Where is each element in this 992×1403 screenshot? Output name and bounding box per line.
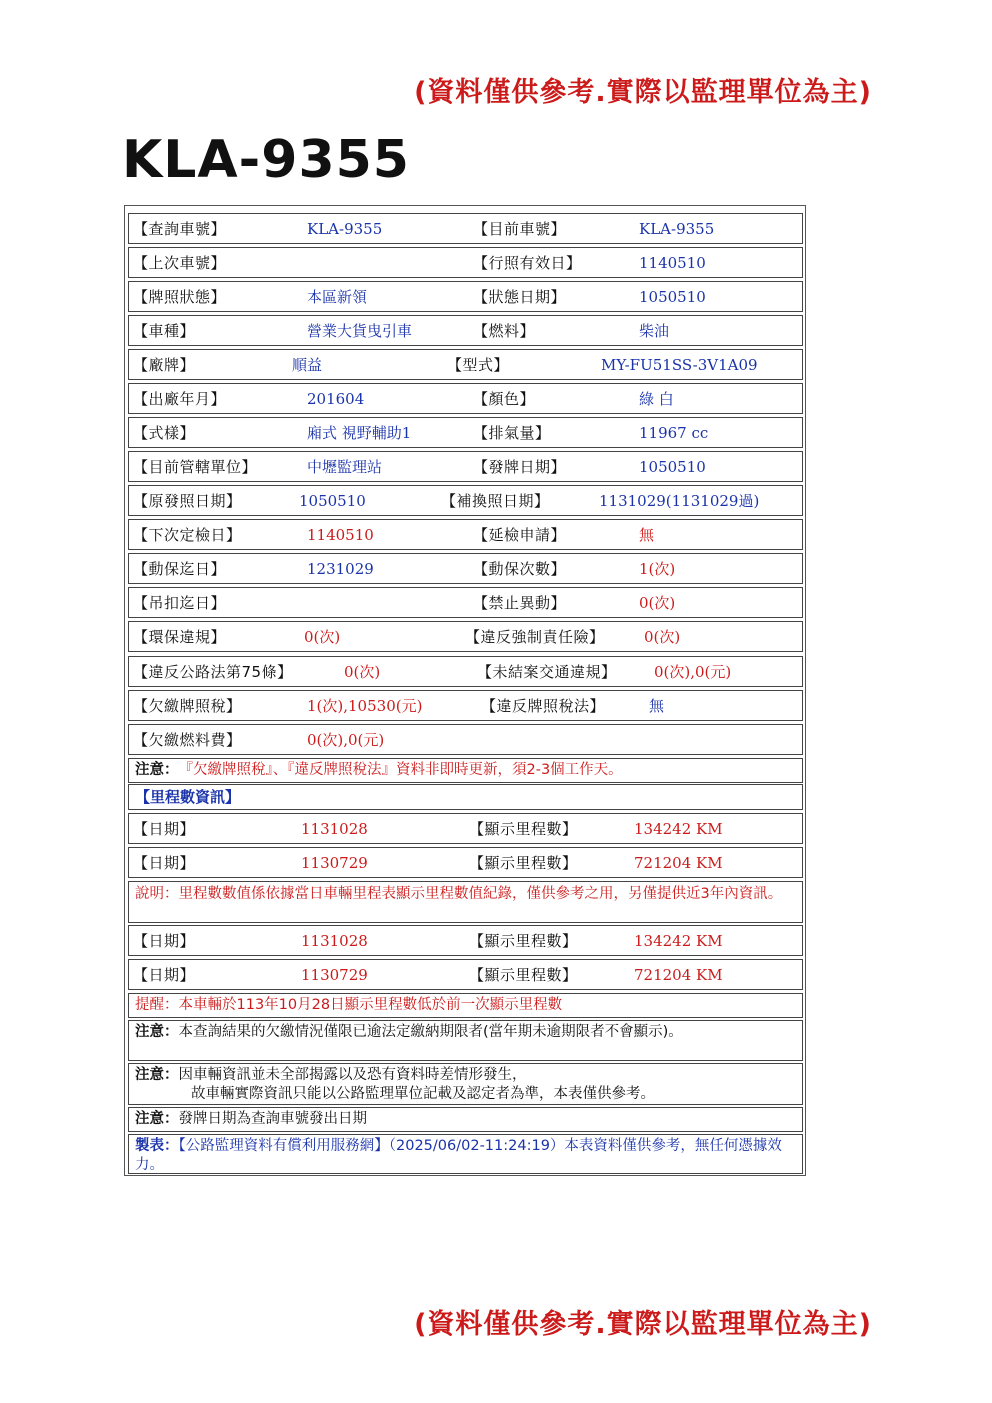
field-label: 【延檢申請】 [473,526,567,544]
field-label: 【違反牌照稅法】 [481,697,606,715]
field-label: 【目前車號】 [473,220,567,238]
note-row-tax [128,758,803,783]
disclaimer-bottom: (資料僅供參考.實際以監理單位為主) [414,1309,872,1340]
note-text [135,1135,796,1175]
info-row [128,553,803,584]
field-value: 11967 cc [639,423,709,442]
note-row-unpaid [128,1020,803,1061]
field-label: 【未結案交通違規】 [477,663,617,681]
note-text [135,882,796,925]
field-value: 1140510 [639,253,706,272]
field-value: 1(次),10530(元) [307,697,423,715]
note-content: 本查詢結果的欠繳情況僅限已逾法定繳納期限者(當年期未逾期限者不會顯示)。 [178,1024,683,1040]
field-value: 本區新領 [307,288,368,306]
info-row [128,724,803,755]
section-title: 【里程數資訊】 [135,787,241,806]
field-label: 【狀態日期】 [473,288,567,306]
mileage-row [128,959,803,990]
info-row [128,383,803,414]
note-content: 發牌日期為查詢車號發出日期 [178,1111,367,1127]
field-label: 【型式】 [447,356,510,374]
field-value: 1231029 [307,559,374,578]
field-label: 【發牌日期】 [473,458,567,476]
field-label: 【日期】 [133,966,196,984]
info-row [128,621,803,652]
vehicle-info-sheet [124,205,806,1176]
note-row-mileage [128,881,803,923]
note-key: 注意： [135,1067,179,1083]
field-label: 【補換照日期】 [441,492,550,510]
field-value: 1050510 [639,287,706,306]
field-value: 0(次),0(元) [307,731,385,749]
field-label: 【環保違規】 [133,628,227,646]
field-value: 134242 KM [634,819,723,838]
field-value: 中壢監理站 [307,458,383,476]
field-label: 【日期】 [133,854,196,872]
field-label: 【目前管轄單位】 [133,458,258,476]
field-value: 0(次) [304,628,341,646]
field-value: 721204 KM [634,853,723,872]
info-row [128,315,803,346]
field-value: 1140510 [307,525,374,544]
field-label: 【動保迄日】 [133,560,227,578]
field-value: 營業大貨曳引車 [307,322,413,340]
note-key: 說明： [135,886,179,902]
info-row [128,656,803,687]
note-key: 注意： [135,1111,179,1127]
note-text [135,1108,796,1131]
field-label: 【欠繳牌照稅】 [133,697,242,715]
field-label: 【原發照日期】 [133,492,242,510]
field-label: 【顯示里程數】 [469,820,578,838]
field-label: 【牌照狀態】 [133,288,227,306]
mileage-row [128,847,803,878]
note-key: 注意： [135,1024,179,1040]
info-row [128,349,803,380]
info-row [128,690,803,721]
field-label: 【式樣】 [133,424,196,442]
note-row-made [128,1134,803,1174]
field-label: 【違反強制責任險】 [465,628,605,646]
field-value: 1130729 [301,965,368,984]
field-value: MY-FU51SS-3V1A09 [601,355,758,374]
field-value: 1131028 [301,931,368,950]
field-label: 【查詢車號】 [133,220,227,238]
field-value: 1130729 [301,853,368,872]
disclaimer-top: (資料僅供參考.實際以監理單位為主) [414,77,872,108]
field-value: 1131028 [301,819,368,838]
note-content: 故車輛實際資訊只能以公路監理單位記載及認定者為準，本表僅供參考。 [191,1086,655,1102]
field-value: 無 [649,697,665,715]
info-row [128,519,803,550]
note-row-remind [128,993,803,1018]
field-label: 【上次車號】 [133,254,227,272]
info-row [128,247,803,278]
field-label: 【顯示里程數】 [469,932,578,950]
field-label: 【吊扣迄日】 [133,594,227,612]
info-row [128,213,803,244]
note-content: 【公路監理資料有償利用服務網】（2025/06/02-11:24:19）本表資料僅供參考，無任何憑據效力。 [135,1138,782,1173]
field-label: 【顯示里程數】 [469,966,578,984]
field-label: 【排氣量】 [473,424,551,442]
mileage-row [128,813,803,844]
field-label: 【禁止異動】 [473,594,567,612]
field-value: 721204 KM [634,965,723,984]
info-row [128,587,803,618]
field-value: 201604 [307,389,365,408]
note-content: 本車輛於113年10月28日顯示里程數低於前一次顯示里程數 [178,997,563,1013]
field-value: 134242 KM [634,931,723,950]
note-text [135,994,796,1017]
field-label: 【日期】 [133,820,196,838]
field-value: KLA-9355 [307,219,383,238]
note-content: 因車輛資訊並未全部揭露以及恐有資料時差情形發生， [178,1067,527,1083]
field-label: 【下次定檢日】 [133,526,242,544]
field-value: 1131029(1131029過) [599,492,760,510]
note-text [135,759,796,782]
field-value: 順益 [292,356,323,374]
note-text [135,1064,796,1106]
field-label: 【欠繳燃料費】 [133,731,242,749]
field-value: 廂式 視野輔助1 [307,424,412,442]
field-label: 【廠牌】 [133,356,196,374]
note-text [135,1021,796,1062]
info-row [128,281,803,312]
mileage-section-title [128,784,803,810]
mileage-row [128,925,803,956]
info-row [128,417,803,448]
field-value: 0(次),0(元) [654,663,732,681]
info-row [128,451,803,482]
note-key: 提醒： [135,997,179,1013]
field-label: 【出廠年月】 [133,390,227,408]
field-value: 柴油 [639,322,670,340]
note-row-info [128,1063,803,1105]
field-label: 【車種】 [133,322,196,340]
field-value: 綠 白 [639,390,674,408]
field-value: 1050510 [299,491,366,510]
field-label: 【動保次數】 [473,560,567,578]
field-label: 【日期】 [133,932,196,950]
note-content: 里程數數值係依據當日車輛里程表顯示里程數值紀錄，僅供參考之用，另僅提供近3年內資訊。 [178,886,783,902]
mileage-title-wrap [135,785,796,809]
field-label: 【燃料】 [473,322,536,340]
field-label: 【顏色】 [473,390,536,408]
note-key: 製表： [135,1138,179,1154]
field-value: 0(次) [344,663,381,681]
field-value: 0(次) [644,628,681,646]
note-key: 注意： [135,762,179,778]
field-label: 【違反公路法第75條】 [133,663,293,681]
field-value: 1(次) [639,560,676,578]
field-label: 【顯示里程數】 [469,854,578,872]
field-value: 0(次) [639,594,676,612]
field-value: 無 [639,526,655,544]
info-row [128,485,803,516]
note-row-issue [128,1107,803,1132]
page-title: KLA-9355 [122,130,410,190]
field-value: KLA-9355 [639,219,715,238]
note-content: 『欠繳牌照稅』、『違反牌照稅法』資料非即時更新，須2-3個工作天。 [178,762,623,778]
field-label: 【行照有效日】 [473,254,582,272]
field-value: 1050510 [639,457,706,476]
